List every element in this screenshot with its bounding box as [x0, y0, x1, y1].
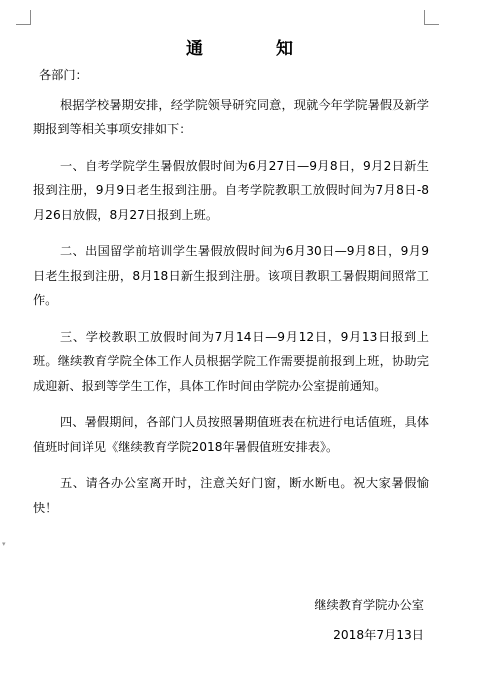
- signature-date: 2018年7月13日: [333, 628, 424, 642]
- paragraph-item-5: 五、请各办公室离开时，注意关好门窗，断水断电。祝大家暑假愉快！: [33, 476, 429, 515]
- page-corner-mark-top-right: [424, 10, 439, 25]
- document-title: 通 知: [186, 39, 321, 59]
- salutation: 各部门：: [39, 68, 88, 82]
- paragraph-item-1: 一、自考学院学生暑假放假时间为6月27日—9月8日，9月2日新生报到注册，9月9日老生报到注册。自考学院教职工放假时间为7月8日-8月26日放假，8月27日报到上班。: [33, 158, 429, 222]
- page-corner-mark-top-left: [16, 10, 31, 25]
- paragraph-item-2: 二、出国留学前培训学生暑假放假时间为6月30日—9月8日，9月9日老生报到注册，8月18日新生报到注册。该项目教职工暑假期间照常工作。: [33, 244, 429, 307]
- signature-block: [314, 590, 424, 650]
- collapse-marker-icon[interactable]: ▾: [2, 540, 6, 548]
- signature-organization: 继续教育学院办公室: [314, 598, 424, 612]
- paragraph-intro: 根据学校暑期安排，经学院领导研究同意，现就今年学院暑假及新学期报到等相关事项安排如下：: [33, 97, 429, 136]
- paragraph-item-3: 三、学校教职工放假时间为7月14日—9月12日，9月13日报到上班。继续教育学院全体工作人员根据学院工作需要提前报到上班，协助完成迎新、报到等学生工作，具体工作时间由学院办公室提前通知。: [33, 329, 429, 393]
- document-body: [33, 63, 429, 520]
- paragraph-item-4: 四、暑假期间，各部门人员按照暑期值班表在杭进行电话值班，具体值班时间详见《继续教育学院2018年暑假值班安排表》。: [33, 415, 429, 454]
